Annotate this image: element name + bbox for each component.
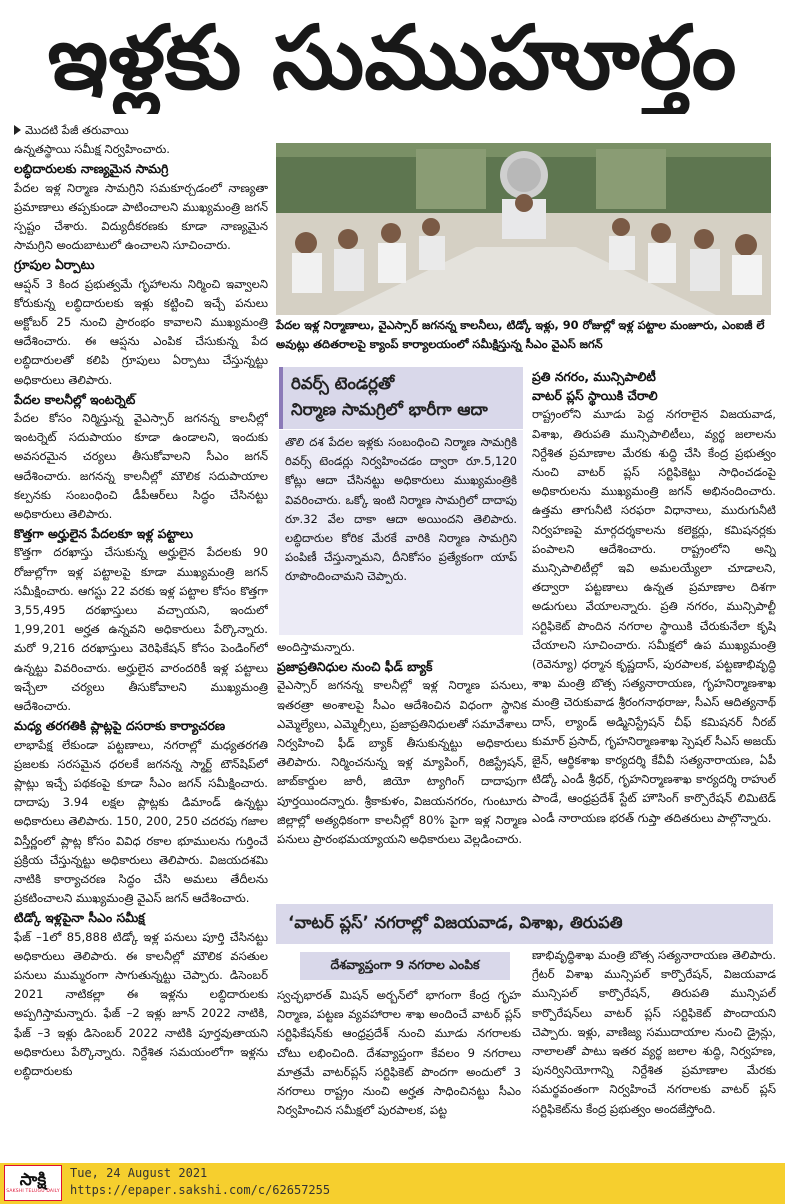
footer-bar bbox=[0, 1163, 785, 1204]
water-plus-column-left: స్వచ్ఛభారత్ మిషన్ అర్బన్‌లో భాగంగా కేంద్ర గృహ నిర్మాణ, పట్టణ వ్యవహారాల శాఖ అందించే వాటర్ ప్లస్ సర్టిఫికేషన్‌కు ఆంధ్రప్రదేశ్ నుంచి మూడు నగరాలకు చోటు లభించింది. దేశవ్యాప్తంగా కేవలం 9 నగరాలు మాత్రమే వాటర్‌ప్లస్ సర్టిఫికెట్ పొందగా అందులో 3 నగరాలు రాష్ట్రం నుంచి అర్హత సాధించినట్టు సీఎం నిర్వహించిన సమీక్షలో పురపాలక, పట్ట bbox=[277, 988, 521, 1118]
water-plus-subheading: దేశవ్యాప్తంగా 9 నగరాల ఎంపిక bbox=[300, 952, 510, 980]
paragraph: లాభాపేక్ష లేకుండా పట్టణాలు, నగరాల్లో మధ్యతరగతి ప్రజలకు సరసమైన ధరలకే జగనన్న స్మార్ట్ టౌన్‌షిప్‌లో ప్లాట్లు ఇచ్చే పథకంపై కూడా సీఎం జగన్ సమీక్షించారు. దాదాపు 3.94 లక్షల ప్లాట్లకు డిమాండ్ ఉన్నట్టు అధికారులు తెలిపారు. 150, 200, 250 చదరపు గజాల విస్తీర్ణంలో ప్లాట్ల కోసం వివిధ రకాల భూములను గుర్తించే ప్రక్రియ చేస్తున్నట్టు అధికారులు తెలిపారు. విజయదశమి నాటికి కార్యాచరణ సిద్ధం చేసి అమలు తేదీలను ప్రకటించాలని ముఖ్యమంత్రి వైఎస్ జగన్ ఆదేశించారు. bbox=[14, 737, 268, 906]
sakshi-logo[interactable] bbox=[4, 1165, 62, 1201]
subheading: వాటర్ ప్లస్ స్థాయికి చేరాలి bbox=[532, 388, 658, 404]
edition-date: Tue, 24 August 2021 bbox=[70, 1166, 208, 1180]
water-plus-heading: ‘వాటర్ ప్లస్’ నగరాల్లో విజయవాడ, విశాఖ, తిరుపతి bbox=[276, 904, 773, 944]
logo-subtext: SAKSHI TELUGU DAILY bbox=[6, 1189, 60, 1194]
paragraph: ఫేజ్ –1లో 85,888 టిడ్కో ఇళ్ల పనులు పూర్తి చేసినట్టు అధికారులు తెలిపారు. ఈ కాలనీల్లో మౌలిక వసతుల పనులు ముమ్మరంగా సాగుతున్నట్టు చెప్పారు. డిసెంబర్ 2021 నాటికల్లా ఈ ఇళ్లను లబ్ధిదారులకు అప్పగిస్తామన్నారు. ఫేజ్ –2 ఇళ్లు జూన్ 2022 నాటికి, ఫేజ్ –3 ఇళ్లు డిసెంబర్ 2022 నాటికి పూర్తవుతాయని అధికారులు పేర్కొన్నారు. నిర్దేశిత సమయంలోగా ఇళ్లను లబ్ధిదారులకు bbox=[14, 929, 268, 1078]
box-heading-line: నిర్మాణ సామగ్రిలో భారీగా ఆదా bbox=[291, 400, 488, 419]
article-column-right bbox=[532, 367, 776, 897]
subheading: గ్రూపుల ఏర్పాటు bbox=[14, 257, 95, 273]
sidebar-box-body: తొలి దశ పేదల ఇళ్లకు సంబంధించి నిర్మాణ సామగ్రికి రివర్స్ టెండర్లు నిర్వహించడం ద్వారా రూ.5,120 కోట్లు ఆదా చేసినట్టు అధికారులు ముఖ్యమంత్రికి వివరించారు. ఒక్కో ఇంటి నిర్మాణ సామగ్రిలో దాదాపు రూ.32 వేల దాకా ఆదా అయిందని తెలిపారు. లబ్ధిదారుల కోరిక మేరకే వారికి నిర్మాణ సామగ్రిని పంపిణీ చేస్తున్నామని, దీనికోసం ప్రత్యేకంగా యాప్ రూపొందించామని చెప్పారు. bbox=[279, 430, 523, 635]
sidebar-box-heading bbox=[279, 367, 523, 429]
paragraph: అందిస్తామన్నారు. bbox=[277, 640, 356, 654]
photo-caption: పేదల ఇళ్ల నిర్మాణాలు, వైఎస్సార్ జగనన్న కాలనీలు, టిడ్కో ఇళ్లు, 90 రోజుల్లో ఇళ్ల పట్టాల మంజూరు, ఎంఐజీ లే అవుట్లు తదితరాలపై క్యాంప్ కార్యాలయంలో సమీక్షిస్తున్న సీఎం వైఎస్ జగన్ bbox=[276, 318, 765, 351]
paragraph: ఉన్నతస్థాయి సమీక్ష నిర్వహించారు. bbox=[14, 142, 170, 157]
epaper-link[interactable]: https://epaper.sakshi.com/c/62657255 bbox=[70, 1183, 331, 1197]
subheading: ప్రజాప్రతినిధుల నుంచి ఫీడ్ బ్యాక్ bbox=[277, 659, 433, 675]
water-plus-column-right: ణాభివృద్ధిశాఖ మంత్రి బొత్స సత్యనారాయణ తెలిపారు. గ్రేటర్ విశాఖ మున్సిపల్ కార్పొరేషన్, విజయవాడ మున్సిపల్ కార్పొరేషన్, తిరుపతి మున్సిపల్ కార్పొరేషన్‌లు వాటర్ ప్లస్ సర్టిఫికెట్ పొందాయని చెప్పారు. ఇళ్లు, వాణిజ్య సముదాయాల నుంచి డ్రైన్లు, నాలాలతో పాటు ఇతర వ్యర్థ జలాల శుద్ధి, నిర్వహణ, పునర్వినియోగాన్ని నిర్దేశిత ప్రమాణాల మేరకు సమర్థవంతంగా నిర్వహించే నగరాలకు వాటర్ ప్లస్ సర్టిఫికెట్‌ను కేంద్ర ప్రభుత్వం అందజేస్తోంది. bbox=[532, 948, 776, 1116]
paragraph: వైఎస్సార్ జగనన్న కాలనీల్లో ఇళ్ల నిర్మాణ పనులు, ఇతరత్రా అంశాలపై సీఎం ఆదేశించిన విధంగా స్థానిక ఎమ్మెల్యేలు, ఎమ్మెల్సీలు, ప్రజాప్రతినిధులతో సమావేశాలు నిర్వహించి ఫీడ్ బ్యాక్ తీసుకున్నట్టు అధికారులు తెలిపారు. నిర్మించనున్న ఇళ్ల మ్యాపింగ్, రిజిస్ట్రేషన్, జాబ్‌కార్డుల జారీ, జియో ట్యాగింగ్ దాదాపుగా పూర్తయిందన్నారు. శ్రీకాకుళం, విజయనగరం, గుంటూరు జిల్లాల్లో అత్యధికంగా కాలనీల్లో 80% పైగా ఇళ్ల నిర్మాణ పనులు ప్రారంభమయ్యాయని అధికారులు వెల్లడించారు. bbox=[277, 678, 527, 847]
subheading: మధ్య తరగతికి ప్లాట్లపై దసరాకు కార్యాచరణ bbox=[14, 718, 226, 734]
news-photo bbox=[276, 143, 771, 315]
subheading: లబ్ధిదారులకు నాణ్యమైన సామగ్రి bbox=[14, 161, 169, 177]
paragraph: కొత్తగా దరఖాస్తు చేసుకున్న అర్హులైన పేదలకు 90 రోజుల్లోగా ఇళ్ల పట్టాలపై కూడా ముఖ్యమంత్రి జగన్ సమీక్షించారు. ఆగస్టు 22 వరకు ఇళ్ల పట్టాల కోసం కొత్తగా 3,55,495 దరఖాస్తులు వచ్చాయని, ఇందులో 1,99,201 అర్హత ఉన్నవని అధికారులు పేర్కొన్నారు. మరో 9,216 దరఖాస్తులు వెరిఫికేషన్ కోసం పెండింగ్‌లో ఉన్నట్టు వివరించారు. అర్హులైన వారందరికీ ఇళ్ల పట్టాలు ఇచ్చేలా చర్యలు తీసుకోవాలని ముఖ్యమంత్రి ఆదేశించారు. bbox=[14, 545, 268, 714]
paragraph: ఆప్షన్ 3 కింద ప్రభుత్వమే గృహాలను నిర్మించి ఇవ్వాలని కోరుకున్న లబ్ధిదారులకు ఇళ్లు కట్టించి ఇచ్చే పనులు అక్టోబర్ 25 నుంచి ప్రారంభం కావాలని ముఖ్యమంత్రి ఆదేశించారు. ఈ ఆప్షను ఎంపిక చేసుకున్న పేద లబ్ధిదారులతో కలిపి గ్రూపులు ఏర్పాటు చేస్తున్నట్టు అధికారులు తెలిపారు. bbox=[14, 276, 268, 387]
subheading: ప్రతి నగరం, మున్సిపాలిటీ bbox=[532, 369, 656, 384]
subheading: టిడ్కో ఇళ్లపైనా సీఎం సమీక్ష bbox=[14, 910, 145, 926]
headline: ఇళ్లకు సుముహూర్తం bbox=[47, 6, 737, 109]
continued-label: మొదటి పేజీ తరువాయి bbox=[25, 123, 129, 137]
box-heading-line: రివర్స్ టెండర్లతో bbox=[291, 374, 395, 393]
paragraph: పేదల ఇళ్ల నిర్మాణ సామగ్రిని సమకూర్చడంలో నాణ్యతా ప్రమాణాలు తప్పకుండా పాటించాలని ముఖ్యమంత్రి జగన్ స్పష్టం చేశారు. విద్యుదీకరణకు కూడా నాణ్యమైన సామగ్రిని అందుబాటులో ఉంచాలని సూచించారు. bbox=[14, 180, 268, 253]
article-column-middle bbox=[277, 638, 527, 900]
triangle-icon bbox=[14, 125, 21, 135]
article-column-left bbox=[14, 121, 268, 1161]
paragraph: పేదల కోసం నిర్మిస్తున్న వైఎస్సార్ జగనన్న కాలనీల్లో ఇంటర్నెట్ సదుపాయం కూడా ఉండాలని, ఇందుకు అవసరమైన చర్యలు తీసుకోవాలని సీఎం జగన్ ఆదేశించారు. జగనన్న కాలనీల్లో మౌలిక సదుపాయాల కల్పనకు సంబంధించి డీపీఆర్‌లు సిద్ధం చేసినట్టు అధికారులు తెలిపారు. bbox=[14, 411, 268, 522]
paragraph: రాష్ట్రంలోని మూడు పెద్ద నగరాలైన విజయవాడ, విశాఖ, తిరుపతి మున్సిపాలిటీలు, వ్యర్థ జలాలను నిర్దేశిత ప్రమాణాల మేరకు శుద్ధి చేసి కేంద్ర ప్రభుత్వం నుంచి వాటర్ ప్లస్ సర్టిఫికెట్టు సాధించడంపై అధికారులను ముఖ్యమంత్రి జగన్ అభినందించారు. ఉత్తమ తాగునీటి సరఫరా విధానాలు, మురుగునీటి నిర్వహణపై మార్గదర్శకాలను కలెక్టర్లు, కమిషనర్లకు పంపాలని ఆదేశించారు. రాష్ట్రంలోని అన్ని మున్సిపాలిటీల్లో ఇవి అమలయ్యేలా చూడాలని, తద్వారా పట్టణాలు ఉన్నత ప్రమాణాల దిశగా అడుగులు వేయాలన్నారు. ప్రతి నగరం, మున్సిపాల్టీ సర్టిఫికెట్ పొందిన నగరాల స్థాయికి చేరుకునేలా కృషి చేయాలని సూచించారు. సమీక్షలో ఉప ముఖ్యమంత్రి (రెవెన్యూ) ధర్మాన కృష్ణదాస్, పురపాలక, పట్టణాభివృద్ధి శాఖ మంత్రి బొత్స సత్యనారాయణ, గృహనిర్మాణశాఖ మంత్రి చెరుకువాడ శ్రీరంగనాథరాజు, సీఎస్ ఆదిత్యనాథ్ దాస్, ల్యాండ్ అడ్మినిస్ట్రేషన్ చీఫ్ కమిషనర్ నీరబ్ కుమార్ ప్రసాద్, గృహనిర్మాణశాఖ స్పెషల్ సీఎస్ అజయ్ జైన్, ఆర్థికశాఖ కార్యదర్శి కేవీవీ సత్యనారాయణ, ఏపీ టిడ్కో ఎండీ శ్రీధర్, గృహనిర్మాణశాఖ కార్యదర్శి రాహుల్ పాండే, ఆంధ్రప్రదేశ్ స్టేట్ హౌసింగ్ కార్పొరేషన్ లిమిటెడ్ ఎండీ నారాయణ భరత్ గుప్తా తదితరులు పాల్గొన్నారు. bbox=[532, 407, 776, 825]
subheading: పేదల కాలనీల్లో ఇంటర్నెట్ bbox=[14, 391, 136, 407]
continuation-note bbox=[14, 121, 268, 140]
subheading: కొత్తగా అర్హులైన పేదలకూ ఇళ్ల పట్టాలు bbox=[14, 526, 193, 542]
logo-text: సాక్షి bbox=[19, 1170, 47, 1190]
